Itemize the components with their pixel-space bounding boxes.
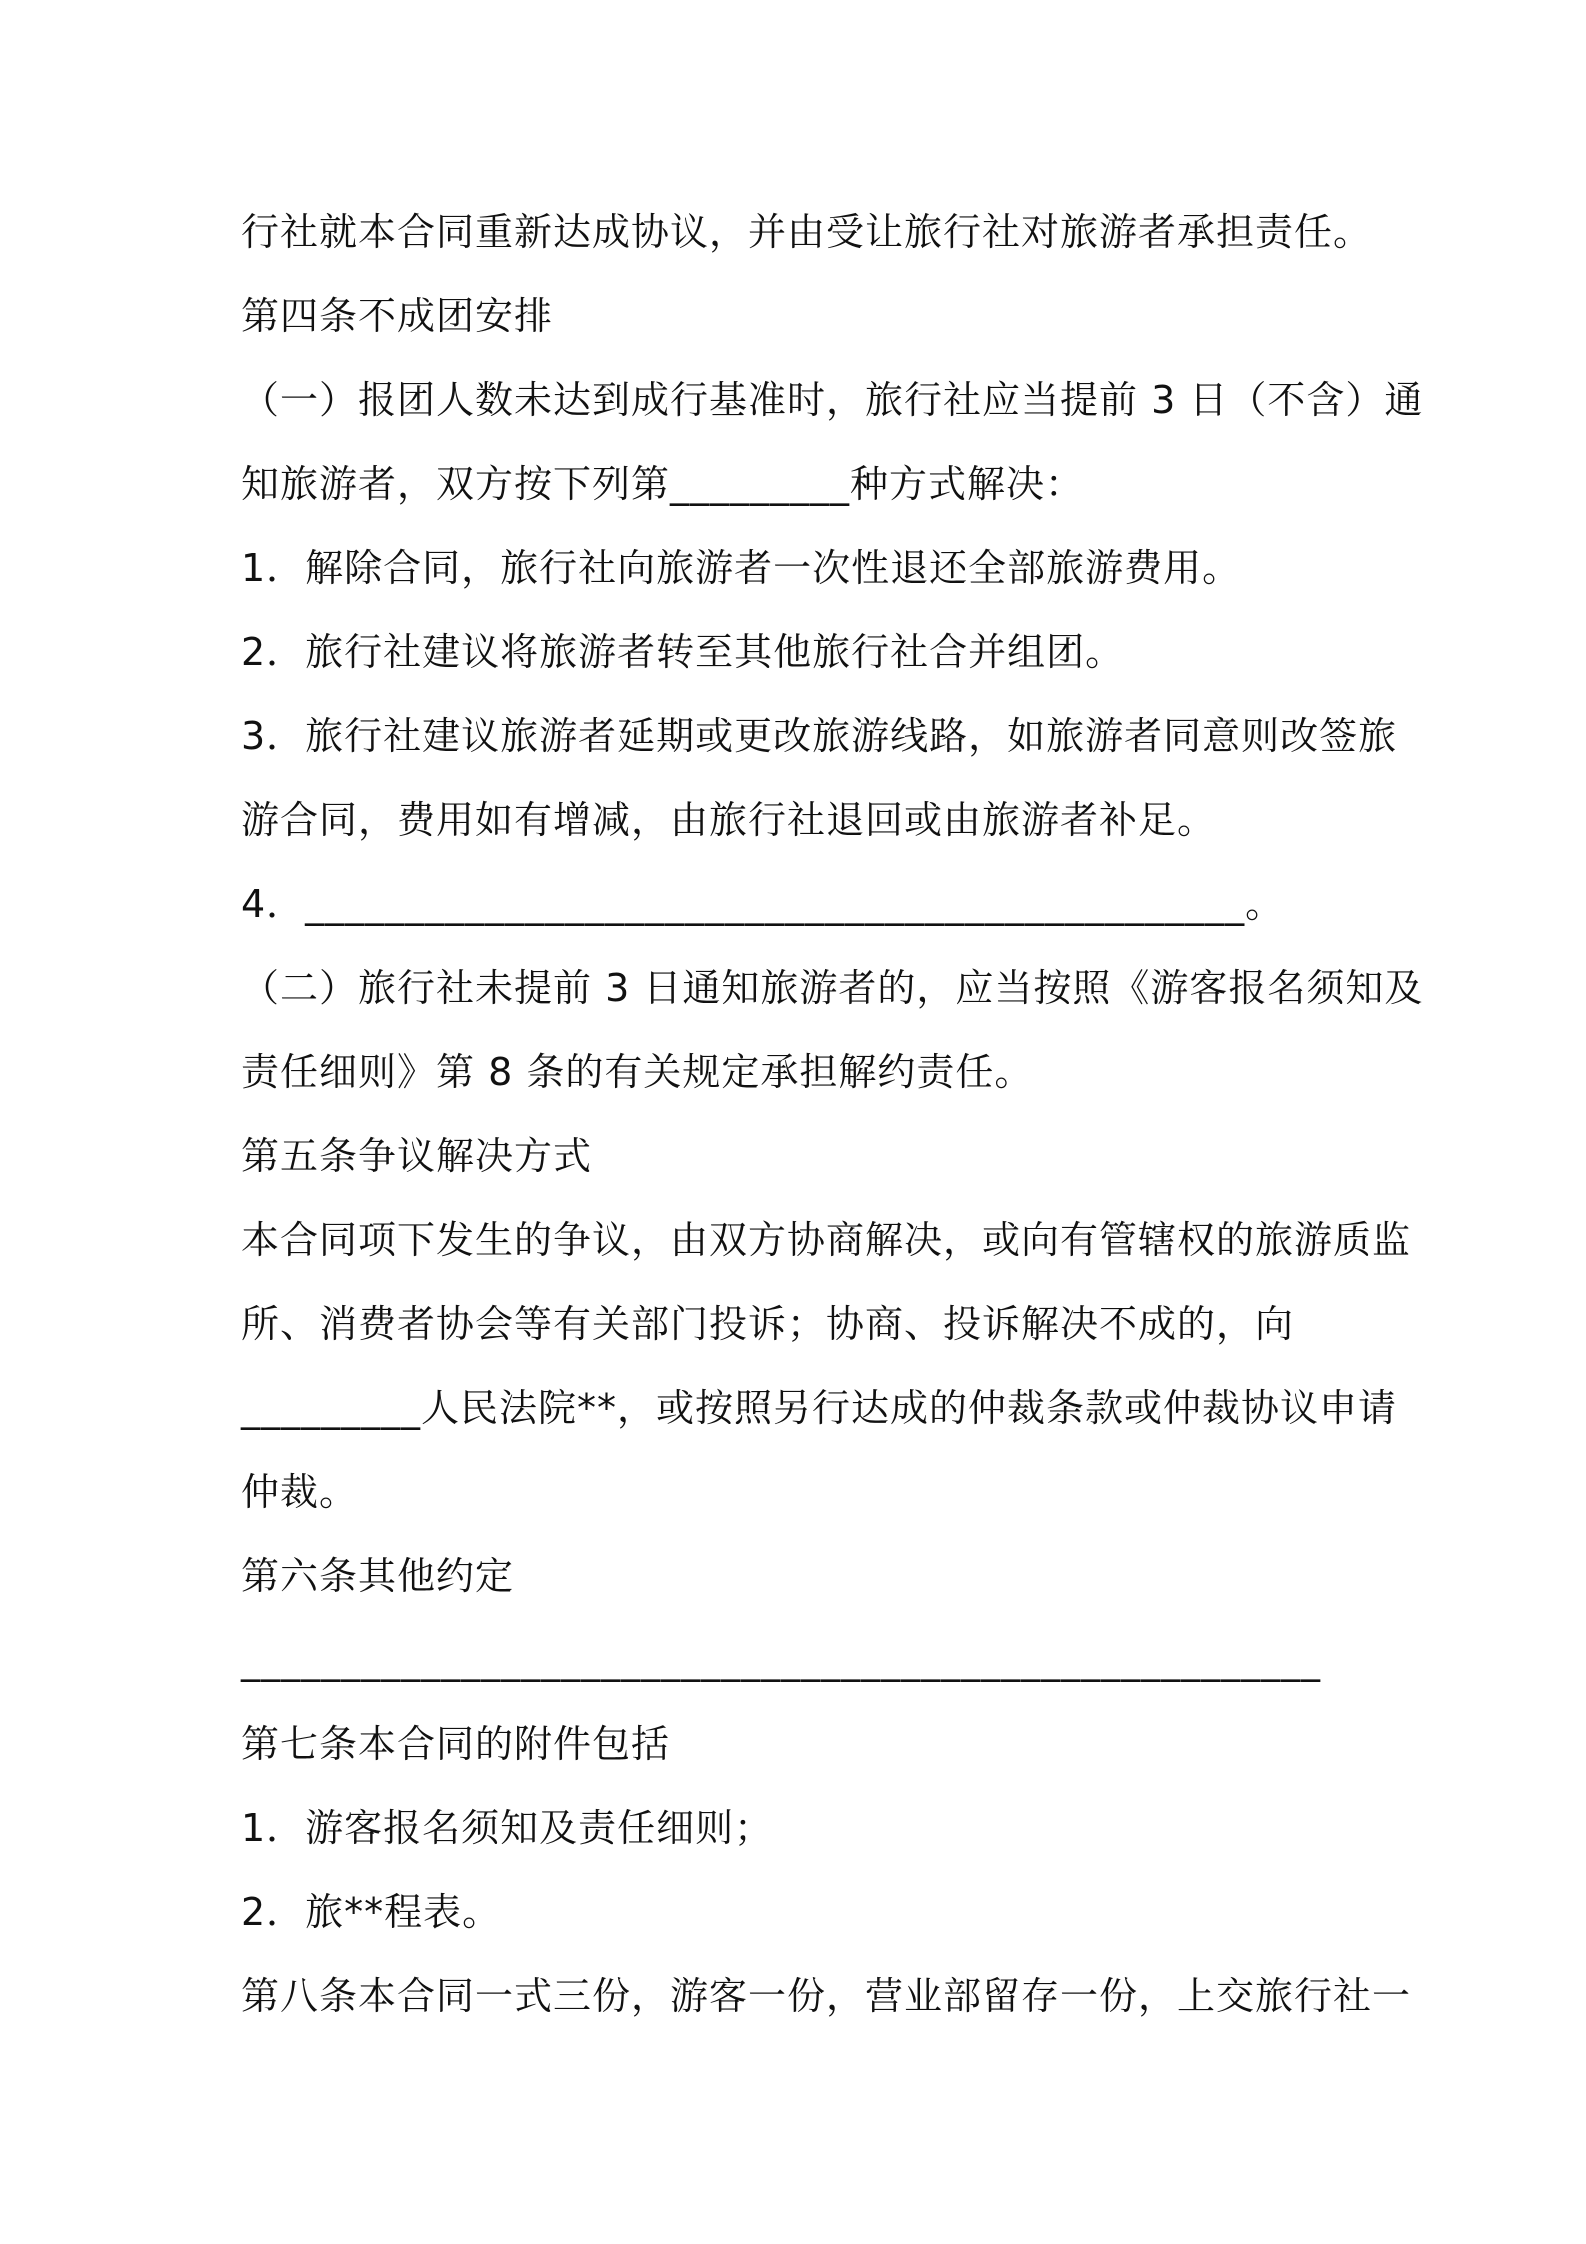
- text-line: 游合同，费用如有增减，由旅行社退回或由旅游者补足。: [241, 798, 1217, 842]
- section-heading: 第七条本合同的附件包括: [241, 1722, 671, 1766]
- blank-line: ______________________________________________________: [241, 1638, 1321, 1682]
- list-item: 1．解除合同，旅行社向旅游者一次性退还全部旅游费用。: [241, 546, 1242, 590]
- list-item: 2．旅行社建议将旅游者转至其他旅行社合并组团。: [241, 630, 1125, 674]
- section-heading: 第四条不成团安排: [241, 294, 554, 338]
- text-line: _________人民法院**，或按照另行达成的仲裁条款或仲裁协议申请: [241, 1386, 1398, 1430]
- section-heading: 第六条其他约定: [241, 1554, 515, 1598]
- text-line: （一）报团人数未达到成行基准时，旅行社应当提前 3 日（不含）通: [241, 378, 1424, 422]
- text-line: 知旅游者，双方按下列第_________种方式解决：: [241, 462, 1085, 506]
- text-line: （二）旅行社未提前 3 日通知旅游者的，应当按照《游客报名须知及: [241, 966, 1424, 1010]
- list-item: 2．旅**程表。: [241, 1890, 502, 1934]
- text-line: 仲裁。: [241, 1470, 359, 1514]
- list-item: 4．_______________________________________________。: [241, 882, 1285, 926]
- list-item: 1．游客报名须知及责任细则；: [241, 1806, 774, 1850]
- text-line: 行社就本合同重新达成协议，并由受让旅行社对旅游者承担责任。: [241, 210, 1373, 254]
- text-line: 本合同项下发生的争议，由双方协商解决，或向有管辖权的旅游质监: [241, 1218, 1412, 1262]
- section-heading: 第五条争议解决方式: [241, 1134, 593, 1178]
- text-line: 所、消费者协会等有关部门投诉；协商、投诉解决不成的，向: [241, 1302, 1295, 1346]
- text-line: 责任细则》第 8 条的有关规定承担解约责任。: [241, 1050, 1034, 1094]
- section-heading: 第八条本合同一式三份，游客一份，营业部留存一份，上交旅行社一: [241, 1974, 1412, 2018]
- list-item: 3．旅行社建议旅游者延期或更改旅游线路，如旅游者同意则改签旅: [241, 714, 1398, 758]
- document-page: [241, 190, 1424, 2038]
